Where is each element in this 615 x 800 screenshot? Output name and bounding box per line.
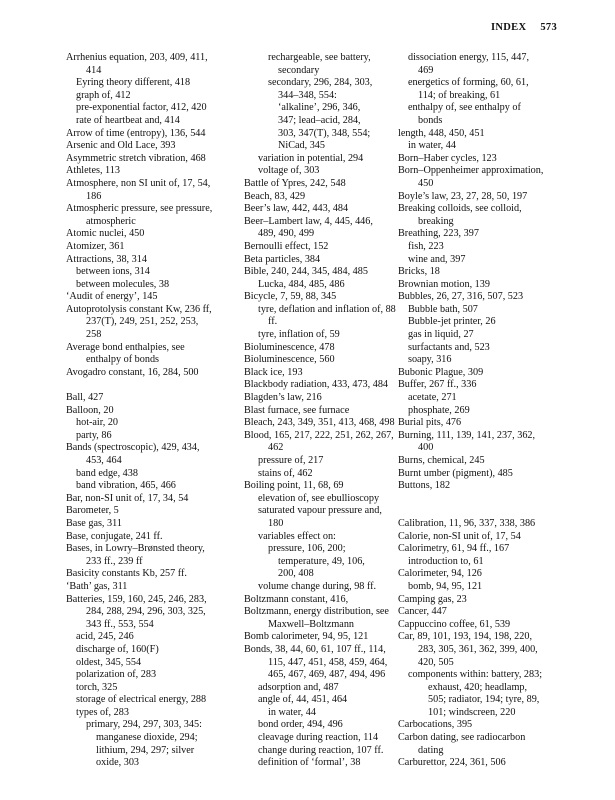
index-entry: NiCad, 345 [278,140,325,152]
index-entry: tyre, deflation and inflation of, 88 [258,303,396,315]
index-entry: 101; windscreen, 220 [428,706,516,718]
index-entry: Black ice, 193 [244,366,303,378]
index-entry: Calorimeter, 94, 126 [398,568,482,580]
index-entry: Blood, 165, 217, 222, 251, 262, 267, [244,429,394,441]
index-entry: Born–Oppenheimer approximation, [398,165,544,177]
index-entry: Bernoulli effect, 152 [244,240,329,252]
index-entry: variables effect on: [258,530,336,542]
index-entry: Base, conjugate, 241 ff. [66,530,163,542]
index-entry: angle of, 44, 451, 464 [258,694,348,706]
index-entry: Carbocations, 395 [398,719,473,731]
index-entry: Athletes, 113 [66,165,120,177]
index-entry: Average bond enthalpies, see [66,341,185,353]
index-entry: ‘Bath’ gas, 311 [66,580,128,592]
index-entry: atmospheric [86,215,136,227]
index-entry: Bases, in Lowry–Brønsted theory, [66,543,205,555]
index-entry: cleavage during reaction, 114 [258,732,379,744]
index-entry: rate of heartbeat and, 414 [76,114,180,126]
index-entry: Camping gas, 23 [398,593,467,605]
index-entry: oxide, 303 [96,757,140,769]
index-entry: tyre, inflation of, 59 [258,329,340,341]
index-entry: 186 [86,190,102,202]
page-number: 573 [540,22,557,33]
index-entry: Bomb calorimeter, 94, 95, 121 [244,631,369,643]
index-entry: Burns, chemical, 245 [398,455,485,466]
index-entry: enthalpy of bonds [86,354,159,366]
index-entry: 414 [86,64,102,76]
index-entry: energetics of forming, 60, 61, [408,77,529,89]
index-entry: length, 448, 450, 451 [398,127,485,139]
index-entry: wine and, 397 [408,253,466,265]
index-entry: 453, 464 [86,455,122,466]
index-entry: Calibration, 11, 96, 337, 338, 386 [398,517,536,529]
index-entry: phosphate, 269 [408,404,470,416]
index-entry: bond order, 494, 496 [258,719,343,731]
index-entry: volume change during, 98 ff. [258,580,377,592]
index-column-right [398,52,558,770]
index-entry: 180 [268,517,284,529]
index-entry: Base gas, 311 [66,517,122,529]
index-entry: Buttons, 182 [398,480,451,492]
index-entry: soapy, 316 [408,354,452,366]
index-entry: change during reaction, 107 ff. [258,744,384,756]
index-entry: Blagden’s law, 216 [244,392,322,404]
index-entry: polarization of, 283 [76,669,157,681]
index-entry: Blackbody radiation, 433, 473, 484 [244,379,389,391]
index-entry: Breathing, 223, 397 [398,228,479,240]
index-entry: 344–348, 554: [278,89,337,101]
index-entry: Barometer, 5 [66,505,119,517]
index-entry: Lucka, 484, 485, 486 [258,278,345,290]
index-entry: Ball, 427 [66,392,104,404]
index-entry: Brownian motion, 139 [398,278,490,290]
index-entry: pressure, 106, 200; [268,543,346,555]
index-entry: 115, 447, 451, 458, 459, 464, [268,656,388,668]
index-entry: graph of, 412 [76,89,131,101]
index-entry: Burnt umber (pigment), 485 [398,467,513,479]
index-entry: breaking [418,215,454,227]
index-entry: lithium, 294, 297; silver [96,744,195,756]
index-entry: introduction to, 61 [408,555,484,567]
index-entry: pre-exponential factor, 412, 420 [76,102,207,114]
index-entry: Arrhenius equation, 203, 409, 411, [66,52,208,63]
index-entry: 303, 347(T), 348, 554; [278,127,371,139]
index-entry: secondary [278,64,320,76]
index-entry: ‘alkaline’, 296, 346, [278,102,361,114]
index-entry: Eyring theory different, 418 [76,77,191,89]
index-entry: Atmosphere, non SI unit of, 17, 54, [66,177,211,189]
index-entry: Attractions, 38, 314 [66,253,147,265]
index-entry: gas in liquid, 27 [408,329,474,341]
index-entry: 237(T), 249, 251, 252, 253, [86,316,199,328]
header-title: INDEX [491,22,527,33]
index-entry: exhaust, 420; headlamp, [428,681,528,693]
index-entry: Battle of Ypres, 242, 548 [244,177,346,189]
index-entry: Arrow of time (entropy), 136, 544 [66,127,206,139]
index-entry: dissociation energy, 115, 447, [408,52,530,63]
index-entry: variation in potential, 294 [258,152,364,164]
index-entry: 450 [418,177,434,189]
index-entry: voltage of, 303 [258,165,320,177]
index-entry: Boltzmann constant, 416, [244,593,349,605]
index-entry: in water, 44 [268,706,316,718]
index-entry: stains of, 462 [258,467,313,479]
index-entry: elevation of, see ebullioscopy [258,492,380,504]
index-entry: Boltzmann, energy distribution, see [244,606,389,618]
index-entry: Cancer, 447 [398,606,447,618]
index-entry: Bioluminescence, 478 [244,341,335,353]
index-entry: components within: battery, 283; [408,669,543,681]
index-column-left [66,52,246,770]
index-entry: definition of ‘formal’, 38 [258,757,361,769]
index-entry: 462 [268,442,284,454]
index-entry: Arsenic and Old Lace, 393 [66,140,176,152]
index-entry: Calorie, non-SI unit of, 17, 54 [398,530,521,542]
running-header [491,22,557,33]
index-entry: 400 [418,442,434,454]
index-entry: Beer’s law, 442, 443, 484 [244,203,349,215]
index-entry: Cappuccino coffee, 61, 539 [398,618,511,630]
index-entry: between molecules, 38 [76,278,170,290]
index-entry: Beer–Lambert law, 4, 445, 446, [244,215,373,227]
index-entry: acid, 245, 246 [76,631,134,643]
index-entry: 489, 490, 499 [258,228,315,240]
index-entry: temperature, 49, 106, [278,555,365,567]
index-entry: Maxwell–Boltzmann [268,618,355,630]
index-entry: Beta particles, 384 [244,253,321,265]
index-gap [398,493,558,506]
index-entry: 469 [418,64,434,76]
index-entry: Carburettor, 224, 361, 506 [398,757,506,769]
index-entry: Batteries, 159, 160, 245, 246, 283, [66,593,207,605]
index-column-middle [244,52,394,770]
index-entry: saturated vapour pressure and, [258,505,382,517]
index-entry: oldest, 345, 554 [76,656,142,668]
index-entry: bomb, 94, 95, 121 [408,580,483,592]
index-entry: surfactants and, 523 [408,341,490,353]
index-entry: discharge of, 160(F) [76,643,159,655]
index-entry: Beach, 83, 429 [244,190,306,202]
index-entry: types of, 283 [76,706,129,718]
index-entry: bonds [418,114,443,126]
index-entry: Atomizer, 361 [66,240,125,252]
index-entry: Born–Haber cycles, 123 [398,152,497,164]
index-entry: 283, 305, 361, 362, 399, 400, [418,643,538,655]
index-entry: 420, 505 [418,656,454,668]
index-entry: Bioluminescence, 560 [244,354,335,366]
index-entry: Bubble bath, 507 [408,303,478,315]
index-gap [66,379,246,392]
index-entry: Breaking colloids, see colloid, [398,203,522,215]
index-entry: between ions, 314 [76,266,150,278]
index-entry: Bar, non-SI unit of, 17, 34, 54 [66,492,189,504]
index-entry: Atomic nuclei, 450 [66,228,145,240]
index-entry: Asymmetric stretch vibration, 468 [66,152,206,164]
index-entry: Bands (spectroscopic), 429, 434, [66,442,200,454]
index-entry: 258 [86,329,102,341]
index-entry: fish, 223 [408,240,444,252]
index-entry: enthalpy of, see enthalpy of [408,102,521,114]
index-entry: acetate, 271 [408,392,457,404]
index-entry: Balloon, 20 [66,404,114,416]
index-entry: Bible, 240, 244, 345, 484, 485 [244,266,368,278]
index-entry: 347; lead–acid, 284, [278,114,361,126]
index-entry: adsorption and, 487 [258,681,339,693]
index-entry: hot-air, 20 [76,417,119,429]
index-entry: Atmospheric pressure, see pressure, [66,203,213,215]
index-entry: dating [418,744,444,756]
index-entry: Blast furnace, see furnace [244,404,350,416]
index-entry: band vibration, 465, 466 [76,480,176,492]
index-entry: Buffer, 267 ff., 336 [398,379,477,391]
index-entry: 284, 288, 294, 296, 303, 325, [86,606,206,618]
index-entry: Car, 89, 101, 193, 194, 198, 220, [398,631,533,643]
index-entry: in water, 44 [408,140,456,152]
index-entry: Avogadro constant, 16, 284, 500 [66,366,199,378]
index-entry: storage of electrical energy, 288 [76,694,207,706]
index-entry: band edge, 438 [76,467,138,479]
index-entry: 465, 467, 469, 487, 494, 496 [268,669,386,681]
index-entry: Basicity constants Kb, 257 ff. [66,568,187,580]
index-entry: Boyle’s law, 23, 27, 28, 50, 197 [398,190,528,202]
index-entry: pressure of, 217 [258,455,324,466]
index-entry: Boiling point, 11, 68, 69 [244,480,344,492]
index-entry: 114; of breaking, 61 [418,89,501,101]
index-entry: Calorimetry, 61, 94 ff., 167 [398,543,510,555]
index-entry: Bubble-jet printer, 26 [408,316,496,328]
index-entry: Burial pits, 476 [398,417,462,429]
index-entry: secondary, 296, 284, 303, [268,77,373,89]
index-entry: Carbon dating, see radiocarbon [398,732,526,744]
index-entry: 343 ff., 553, 554 [86,618,154,630]
index-entry: torch, 325 [76,681,118,693]
index-entry: Bricks, 18 [398,266,440,278]
index-entry: Bubonic Plague, 309 [398,366,484,378]
index-entry: 505; radiator, 194; tyre, 89, [428,694,540,706]
index-entry: primary, 294, 297, 303, 345: [86,719,202,731]
index-entry: Burning, 111, 139, 141, 237, 362, [398,429,536,441]
index-entry: Bleach, 243, 349, 351, 413, 468, 498 [244,417,395,429]
index-entry: Bicycle, 7, 59, 88, 345 [244,291,337,303]
index-entry: 233 ff., 239 ff [86,555,143,567]
index-entry: party, 86 [76,429,112,441]
index-gap [398,505,558,518]
index-entry: rechargeable, see battery, [268,52,371,63]
index-entry: Bubbles, 26, 27, 316, 507, 523 [398,291,524,303]
index-entry: Autoprotolysis constant Kw, 236 ff, [66,303,212,315]
index-entry: ‘Audit of energy’, 145 [66,291,158,303]
index-entry: ff. [268,316,278,328]
index-entry: manganese dioxide, 294; [96,732,198,744]
index-entry: 200, 408 [278,568,314,580]
index-entry: Bonds, 38, 44, 60, 61, 107 ff., 114, [244,643,386,655]
